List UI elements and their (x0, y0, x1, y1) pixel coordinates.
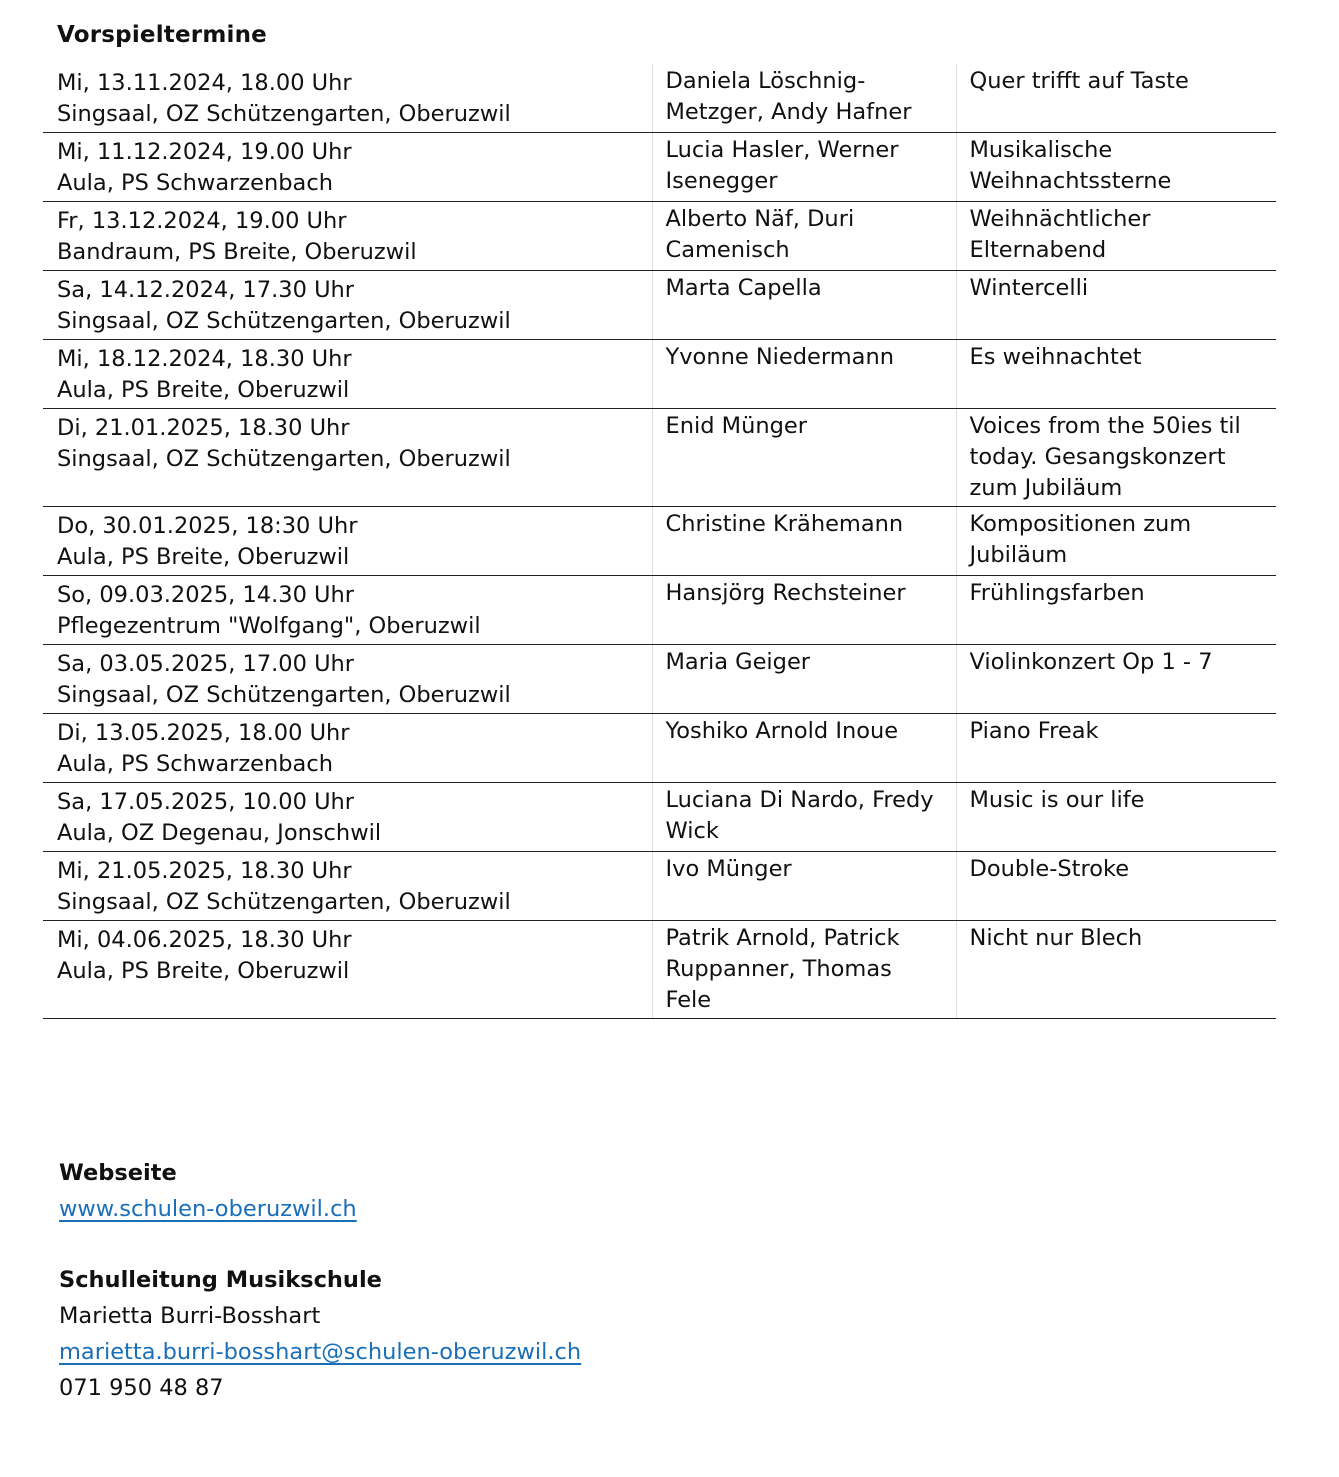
event-title: Wintercelli (956, 271, 1276, 340)
event-date: Mi, 11.12.2024, 19.00 Uhr (57, 139, 352, 165)
event-teacher: Yvonne Niedermann (652, 340, 956, 409)
event-location: Aula, OZ Degenau, Jonschwil (57, 820, 382, 846)
event-teacher: Ivo Münger (652, 852, 956, 921)
event-title: Musikalische Weihnachtssterne (956, 133, 1276, 202)
event-teacher: Daniela Löschnig-Metzger, Andy Hafner (652, 64, 956, 133)
event-location: Aula, PS Schwarzenbach (57, 170, 333, 196)
event-date-location-cell (43, 852, 652, 921)
website-title: Webseite (59, 1160, 177, 1186)
event-row (43, 852, 1276, 921)
event-row (43, 133, 1276, 202)
event-date: Sa, 14.12.2024, 17.30 Uhr (57, 277, 355, 303)
events-table (43, 64, 1276, 1019)
event-title: Voices from the 50ies til today. Gesangskonzert zum Jubiläum (956, 409, 1276, 507)
event-date-location-cell (43, 714, 652, 783)
event-date: Di, 13.05.2025, 18.00 Uhr (57, 720, 350, 746)
event-title: Frühlingsfarben (956, 576, 1276, 645)
event-date: Sa, 17.05.2025, 10.00 Uhr (57, 789, 355, 815)
event-date-location-cell (43, 271, 652, 340)
leadership-title: Schulleitung Musikschule (59, 1267, 382, 1293)
event-title: Quer trifft auf Taste (956, 64, 1276, 133)
event-row (43, 271, 1276, 340)
event-row (43, 921, 1276, 1019)
event-title: Violinkonzert Op 1 - 7 (956, 645, 1276, 714)
event-title: Piano Freak (956, 714, 1276, 783)
event-location: Aula, PS Breite, Oberuzwil (57, 377, 350, 403)
event-row (43, 202, 1276, 271)
leadership-phone: 071 950 48 87 (59, 1375, 224, 1401)
event-date: Mi, 04.06.2025, 18.30 Uhr (57, 927, 352, 953)
event-date-location-cell (43, 921, 652, 1019)
leadership-email-link[interactable]: marietta.burri-bosshart@schulen-oberuzwil.ch (59, 1339, 582, 1365)
leadership-name: Marietta Burri-Bosshart (59, 1303, 321, 1329)
event-teacher: Patrik Arnold, Patrick Ruppanner, Thomas Fele (652, 921, 956, 1019)
event-date-location-cell (43, 409, 652, 507)
event-row (43, 714, 1276, 783)
event-row (43, 507, 1276, 576)
website-section (59, 1155, 357, 1227)
event-date: Mi, 21.05.2025, 18.30 Uhr (57, 858, 352, 884)
event-teacher: Yoshiko Arnold Inoue (652, 714, 956, 783)
event-teacher: Marta Capella (652, 271, 956, 340)
event-location: Aula, PS Schwarzenbach (57, 751, 333, 777)
event-teacher: Christine Krähemann (652, 507, 956, 576)
event-date-location-cell (43, 576, 652, 645)
event-teacher: Lucia Hasler, Werner Isenegger (652, 133, 956, 202)
event-row (43, 576, 1276, 645)
event-row (43, 645, 1276, 714)
event-location: Singsaal, OZ Schützengarten, Oberuzwil (57, 682, 511, 708)
event-teacher: Luciana Di Nardo, Fredy Wick (652, 783, 956, 852)
event-date-location-cell (43, 645, 652, 714)
event-date-location-cell (43, 202, 652, 271)
event-location: Singsaal, OZ Schützengarten, Oberuzwil (57, 308, 511, 334)
event-title: Music is our life (956, 783, 1276, 852)
event-teacher: Enid Münger (652, 409, 956, 507)
event-location: Bandraum, PS Breite, Oberuzwil (57, 239, 417, 265)
event-row (43, 409, 1276, 507)
event-location: Pflegezentrum "Wolfgang", Oberuzwil (57, 613, 481, 639)
event-row (43, 783, 1276, 852)
event-title: Nicht nur Blech (956, 921, 1276, 1019)
event-date: Fr, 13.12.2024, 19.00 Uhr (57, 208, 347, 234)
event-teacher: Hansjörg Rechsteiner (652, 576, 956, 645)
website-link[interactable]: www.schulen-oberuzwil.ch (59, 1196, 357, 1222)
event-date: So, 09.03.2025, 14.30 Uhr (57, 582, 355, 608)
event-date-location-cell (43, 64, 652, 133)
event-title: Kompositionen zum Jubiläum (956, 507, 1276, 576)
event-location: Singsaal, OZ Schützengarten, Oberuzwil (57, 101, 511, 127)
event-date: Di, 21.01.2025, 18.30 Uhr (57, 415, 350, 441)
leadership-section (59, 1262, 581, 1406)
event-date: Do, 30.01.2025, 18:30 Uhr (57, 513, 358, 539)
event-date-location-cell (43, 783, 652, 852)
event-teacher: Alberto Näf, Duri Camenisch (652, 202, 956, 271)
event-location: Singsaal, OZ Schützengarten, Oberuzwil (57, 889, 511, 915)
event-title: Weihnächtlicher Elternabend (956, 202, 1276, 271)
event-date: Sa, 03.05.2025, 17.00 Uhr (57, 651, 355, 677)
event-row (43, 340, 1276, 409)
event-date-location-cell (43, 507, 652, 576)
events-table-body (43, 64, 1276, 1019)
event-title: Es weihnachtet (956, 340, 1276, 409)
event-title: Double-Stroke (956, 852, 1276, 921)
event-date-location-cell (43, 133, 652, 202)
event-teacher: Maria Geiger (652, 645, 956, 714)
page-title: Vorspieltermine (57, 22, 267, 48)
event-date: Mi, 18.12.2024, 18.30 Uhr (57, 346, 352, 372)
event-date: Mi, 13.11.2024, 18.00 Uhr (57, 70, 352, 96)
event-row (43, 64, 1276, 133)
event-location: Aula, PS Breite, Oberuzwil (57, 958, 350, 984)
event-date-location-cell (43, 340, 652, 409)
event-location: Aula, PS Breite, Oberuzwil (57, 544, 350, 570)
event-location: Singsaal, OZ Schützengarten, Oberuzwil (57, 446, 511, 472)
